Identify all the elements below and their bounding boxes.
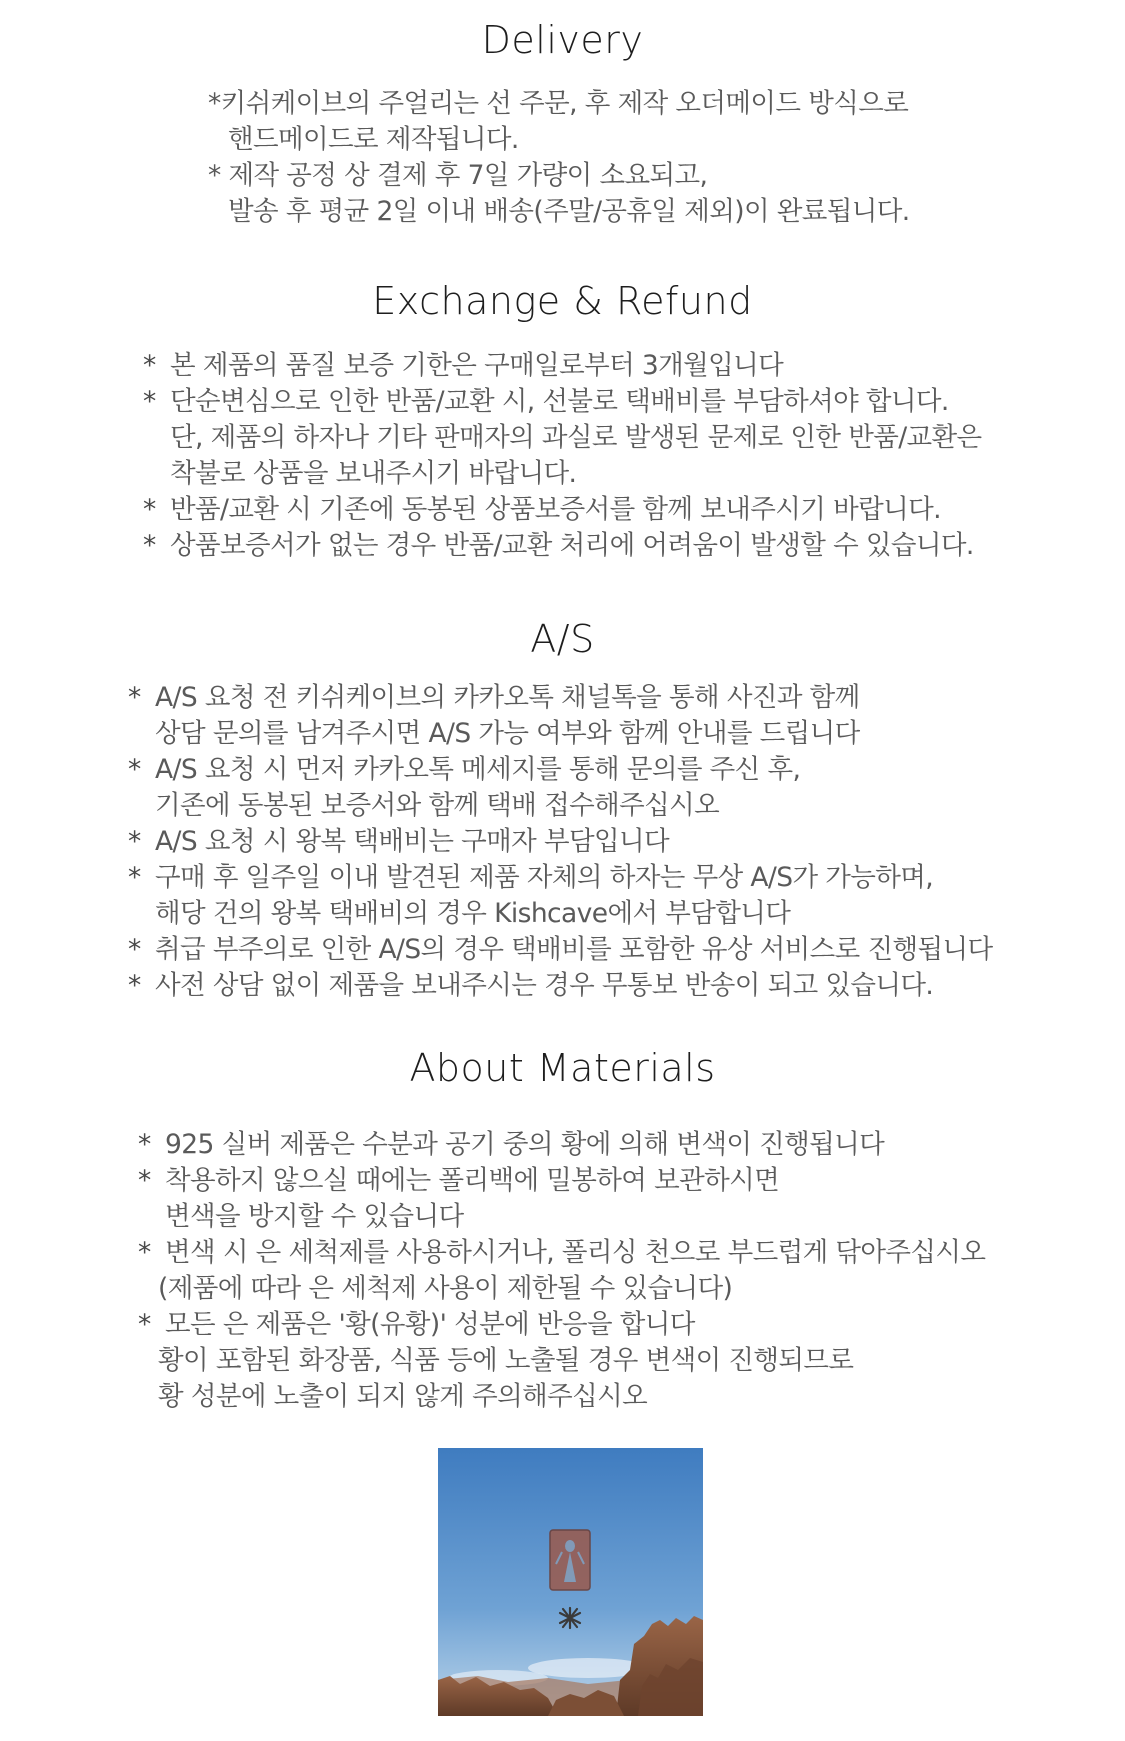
materials-line-3: 변색을 방지할 수 있습니다	[165, 1201, 464, 1232]
canyon-photo	[438, 1448, 703, 1716]
materials-list	[138, 1127, 985, 1415]
kishcave-logo-card	[550, 1530, 590, 1590]
bullet-star: *	[138, 1129, 151, 1160]
delivery-line-1: *키쉬케이브의 주얼리는 선 주문, 후 제작 오더메이드 방식으로	[208, 88, 909, 119]
delivery-line-3: * 제작 공정 상 결제 후 7일 가량이 소요되고,	[208, 160, 708, 191]
bullet-star: *	[128, 934, 141, 965]
canyon-photo-svg	[438, 1448, 703, 1716]
bullet-star: *	[138, 1237, 151, 1268]
as-list	[128, 680, 992, 1004]
materials-line-7: 황이 포함된 화장품, 식품 등에 노출될 경우 변색이 진행되므로	[158, 1345, 854, 1376]
bullet-star: *	[143, 350, 156, 381]
bullet-star: *	[128, 970, 141, 1001]
bullet-star: *	[143, 386, 156, 417]
bullet-star: *	[128, 862, 141, 893]
materials-line-5: (제품에 따라 은 세척제 사용이 제한될 수 있습니다)	[158, 1273, 733, 1304]
bullet-star: *	[143, 530, 156, 561]
as-title: A/S	[530, 617, 595, 661]
exchange-line-2: * 단순변심으로 인한 반품/교환 시, 선불로 택배비를 부담하셔야 합니다.	[143, 384, 982, 420]
as-line-5: * A/S 요청 시 왕복 택배비는 구매자 부담입니다	[128, 824, 992, 860]
bullet-star: *	[128, 682, 141, 713]
delivery-line-2: 핸드메이드로 제작됩니다.	[228, 124, 519, 155]
as-line-2: 상담 문의를 남겨주시면 A/S 가능 여부와 함께 안내를 드립니다	[155, 718, 860, 749]
delivery-list	[208, 86, 910, 230]
bullet-star: *	[138, 1309, 151, 1340]
exchange-line-6: * 상품보증서가 없는 경우 반품/교환 처리에 어려움이 발생할 수 있습니다.	[143, 528, 982, 564]
exchange-line-5: * 반품/교환 시 기존에 동봉된 상품보증서를 함께 보내주시기 바랍니다.	[143, 492, 982, 528]
as-line-4: 기존에 동봉된 보증서와 함께 택배 접수해주십시오	[155, 790, 720, 821]
materials-line-2: * 착용하지 않으실 때에는 폴리백에 밀봉하여 보관하시면	[138, 1163, 985, 1199]
bullet-star: *	[128, 754, 141, 785]
bullet-star: *	[143, 494, 156, 525]
as-line-8: * 취급 부주의로 인한 A/S의 경우 택배비를 포함한 유상 서비스로 진행됩니다	[128, 932, 992, 968]
materials-line-8: 황 성분에 노출이 되지 않게 주의해주십시오	[158, 1381, 648, 1412]
bullet-star: *	[138, 1165, 151, 1196]
materials-title: About Materials	[409, 1046, 716, 1090]
delivery-title: Delivery	[481, 18, 644, 62]
exchange-line-3: 단, 제품의 하자나 기타 판매자의 과실로 발생된 문제로 인한 반품/교환은	[170, 422, 982, 453]
materials-line-4: * 변색 시 은 세척제를 사용하시거나, 폴리싱 천으로 부드럽게 닦아주십시오	[138, 1235, 985, 1271]
delivery-line-4: 발송 후 평균 2일 이내 배송(주말/공휴일 제외)이 완료됩니다.	[228, 196, 910, 227]
materials-line-6: * 모든 은 제품은 '황(유황)' 성분에 반응을 합니다	[138, 1307, 985, 1343]
as-line-9: * 사전 상담 없이 제품을 보내주시는 경우 무통보 반송이 되고 있습니다.	[128, 968, 992, 1004]
as-line-7: 해당 건의 왕복 택배비의 경우 Kishcave에서 부담합니다	[155, 898, 791, 929]
exchange-title: Exchange & Refund	[372, 279, 753, 323]
materials-line-1: * 925 실버 제품은 수분과 공기 중의 황에 의해 변색이 진행됩니다	[138, 1127, 985, 1163]
exchange-line-4: 착불로 상품을 보내주시기 바랍니다.	[170, 458, 577, 489]
exchange-line-1: * 본 제품의 품질 보증 기한은 구매일로부터 3개월입니다	[143, 348, 982, 384]
as-line-3: * A/S 요청 시 먼저 카카오톡 메세지를 통해 문의를 주신 후,	[128, 752, 992, 788]
as-line-6: * 구매 후 일주일 이내 발견된 제품 자체의 하자는 무상 A/S가 가능하며,	[128, 860, 992, 896]
bullet-star: *	[128, 826, 141, 857]
as-line-1: * A/S 요청 전 키쉬케이브의 카카오톡 채널톡을 통해 사진과 함께	[128, 680, 992, 716]
exchange-list	[143, 348, 982, 564]
